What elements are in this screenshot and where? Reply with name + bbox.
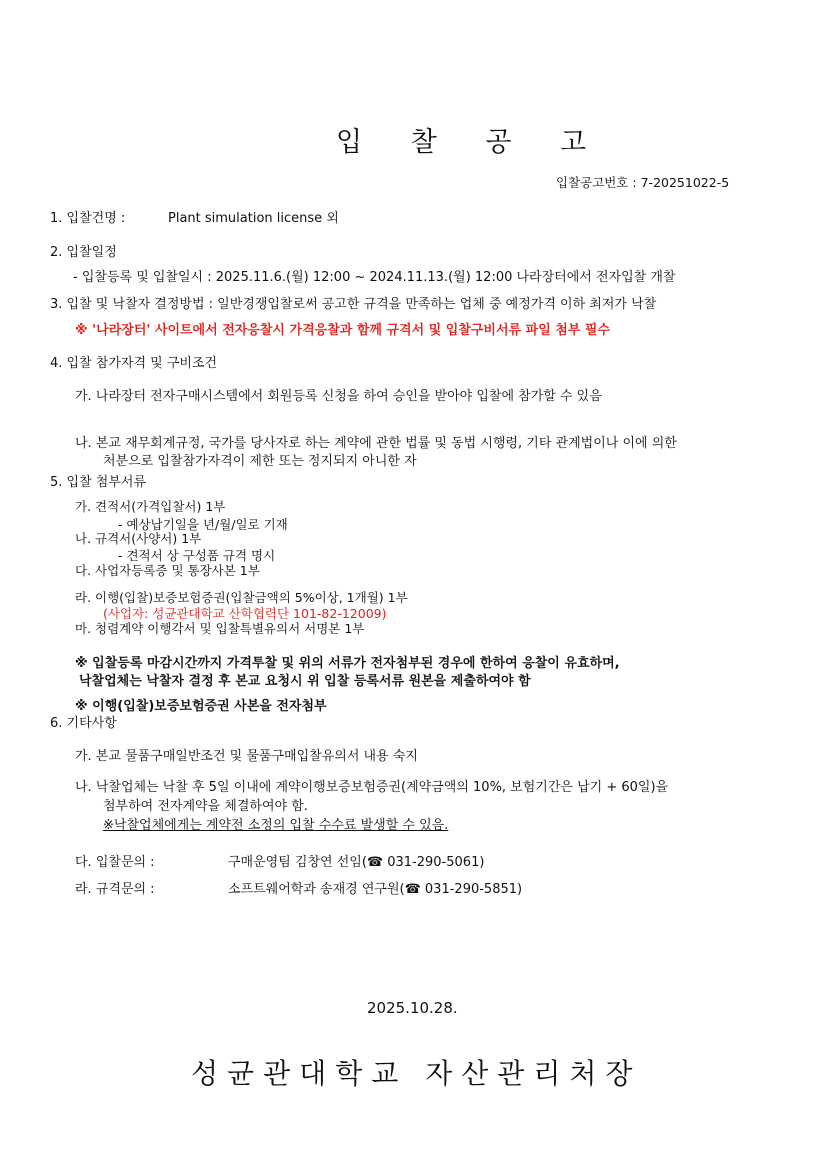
section3-method: 3. 입찰 및 낙찰자 결정방법 : 일반경쟁입찰로써 공고한 규격을 만족하는 업체 중 예정가격 이하 최저가 낙찰 (50, 297, 657, 312)
section4-item-ga: 가. 나라장터 전자구매시스템에서 회원등록 신청을 하여 승인을 받아야 입찰에 참가할 수 있음 (75, 389, 602, 404)
section3-warning: ※ '나라장터' 사이트에서 전자응찰시 가격응찰과 함께 규격서 및 입찰구비서류 파일 첨부 필수 (75, 323, 611, 338)
section5-item-na-sub: - 견적서 상 구성품 규격 명시 (118, 548, 276, 563)
section5-item-na: 나. 규격서(사양서) 1부 (75, 531, 202, 546)
section5-note1: ※ 입찰등록 마감시간까지 가격투찰 및 위의 서류가 전자첨부된 경우에 한하여 응찰이 유효하며, (75, 656, 620, 671)
section4-item-na: 나. 본교 재무회계규정, 국가를 당사자로 하는 계약에 관한 법률 및 동법 시행령, 기타 관계법이나 이에 의한 (75, 436, 677, 451)
section4-heading: 4. 입찰 참가자격 및 구비조건 (50, 356, 218, 371)
section6-inquiry-label: 다. 입찰문의 : (75, 855, 155, 870)
notice-number: 입찰공고번호 : 7-20251022-5 (556, 175, 730, 190)
issuer-name: 성균관대학교 자산관리처장 (191, 1057, 642, 1090)
section1-value: Plant simulation license 외 (168, 211, 339, 226)
section2-heading: 2. 입찰일정 (50, 245, 117, 260)
section6-spec-value: 소프트웨어학과 송재경 연구원(☎ 031-290-5851) (228, 882, 523, 897)
section4-item-na-cont: 처분으로 입찰참가자격이 제한 또는 정지되지 아니한 자 (103, 454, 417, 469)
section5-note3: ※ 이행(입찰)보증보험증권 사본을 전자첨부 (75, 699, 327, 714)
section1-label: 1. 입찰건명 : (50, 211, 126, 226)
section6-fee-note: ※낙찰업체에게는 계약전 소정의 입찰 수수료 발생할 수 있음. (103, 818, 449, 833)
page-title: 입 찰 공 고 (336, 127, 607, 158)
section5-item-ga-sub: - 예상납기일을 년/월/일로 기재 (118, 517, 288, 532)
section6-inquiry-value: 구매운영팀 김창연 선임(☎ 031-290-5061) (228, 855, 485, 870)
section5-item-da: 다. 사업자등록증 및 통장사본 1부 (75, 563, 260, 578)
section6-item-ga: 가. 본교 물품구매일반조건 및 물품구매입찰유의서 내용 숙지 (75, 749, 418, 764)
section5-item-ra-sub: (사업자: 성균관대학교 산학협력단 101-82-12009) (103, 606, 387, 621)
section2-schedule: - 입찰등록 및 입찰일시 : 2025.11.6.(월) 12:00 ~ 2024.11.13.(월) 12:00 나라장터에서 전자입찰 개찰 (73, 270, 676, 285)
section5-item-ga: 가. 견적서(가격입찰서) 1부 (75, 499, 226, 514)
section5-heading: 5. 입찰 첨부서류 (50, 475, 147, 490)
section5-item-ra: 라. 이행(입찰)보증보험증권(입찰금액의 5%이상, 1개월) 1부 (75, 590, 408, 605)
section6-item-na: 나. 낙찰업체는 낙찰 후 5일 이내에 계약이행보증보험증권(계약금액의 10%, 보험기간은 납기 + 60일)을 (75, 780, 669, 795)
section6-heading: 6. 기타사항 (50, 716, 117, 731)
section6-item-na-cont: 첨부하여 전자계약을 체결하여야 함. (103, 799, 308, 814)
section5-item-ma: 마. 청렴계약 이행각서 및 입찰특별유의서 서명본 1부 (75, 621, 365, 636)
section6-spec-label: 라. 규격문의 : (75, 882, 155, 897)
section5-note2: 낙찰업체는 낙찰자 결정 후 본교 요청시 위 입찰 등록서류 원본을 제출하여야 함 (79, 674, 531, 689)
notice-date: 2025.10.28. (367, 999, 458, 1017)
